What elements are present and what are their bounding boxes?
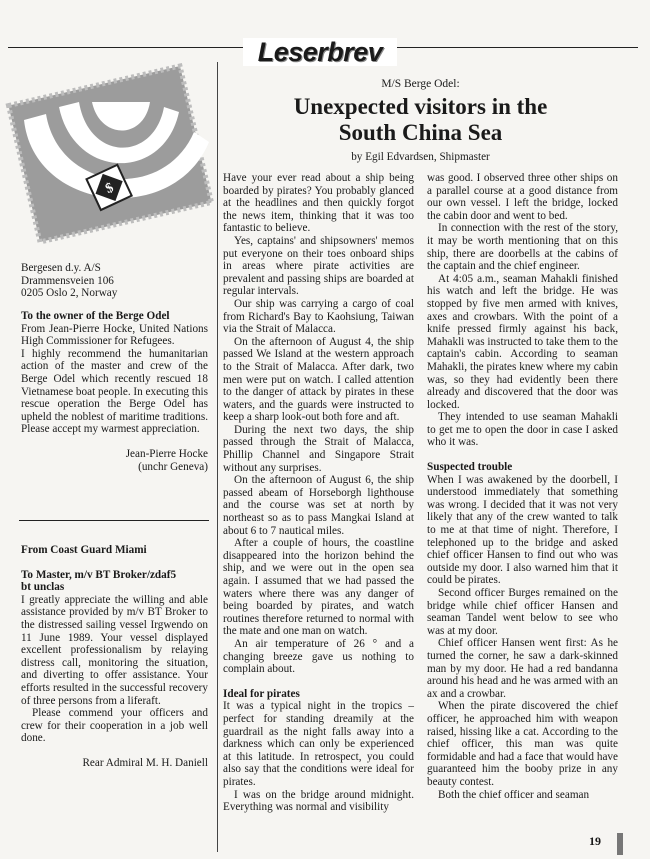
article-headline: Unexpected visitors in the South China Sea xyxy=(293,94,548,145)
letter-coast-guard xyxy=(21,544,208,770)
article-paragraph: After a couple of hours, the coastline disappeared into the horizon behind the ship, and we were out in the open sea again. I assumed that we had passed the waters where there was any danger of being boarded by pirates, and watch routines therefore returned to normal with the mate and one man on watch. xyxy=(223,537,414,638)
letter-addressee: To Master, m/v BT Broker/zdaf5 xyxy=(21,568,177,581)
article-paragraph: On the afternoon of August 6, the ship passed abeam of Horseborgh lighthouse and the course was set at north by northeast so as to pass Mangkai Island at about 6 to 7 nautical miles. xyxy=(223,474,414,537)
article-paragraph: At 4:05 a.m., seaman Mahakli finished his watch and left the bridge. He was stopped by five men armed with knives, axes and crowbars. With the point of a knife pressed firmly against his back, Mahakli was instructed to take them to the captain's cabin. According to seaman Mahakli, the pirates knew where my cabin was, so they had evidently been there already and discovered that the door was locked. xyxy=(427,272,618,411)
letter-unhcr xyxy=(21,310,208,473)
article-paragraph: Second officer Burges remained on the bridge while chief officer Hansen and seaman Tandel went below to see who was at my door. xyxy=(427,587,618,637)
article-paragraph: Chief officer Hansen went first: As he turned the corner, he saw a dark-skinned man by my door. He had a red bandanna around his head and he was armed with an ax and a crowbar. xyxy=(427,637,618,700)
letter-signature-org: (unchr Geneva) xyxy=(138,460,208,473)
article-subheading: Suspected trouble xyxy=(427,461,513,474)
article-paragraph: They intended to use seaman Mahakli to get me to open the door in case I asked who it was. xyxy=(427,411,618,449)
column-divider xyxy=(217,62,218,852)
address-line: 0205 Oslo 2, Norway xyxy=(21,287,118,300)
section-banner: Leserbrev xyxy=(243,38,397,66)
article-kicker: M/S Berge Odel: xyxy=(381,78,460,90)
company-logo-stamp xyxy=(4,62,216,246)
svg-text:$: $ xyxy=(103,180,117,198)
article-paragraph: In connection with the rest of the story, it may be worth mentioning that on this ship, there are doorbells at the cabins of the captain and the chief engineer. xyxy=(427,222,618,273)
article-paragraph: When I was awakened by the doorbell, I understood immediately that something was wrong. I decided that it was not very likely that any of the crew wanted to talk to me at that time of night. Therefore, I telephoned up to the bridge and asked chief officer Hansen to find out who was outside my door. I also warned him that it could be pirates. xyxy=(427,473,618,587)
letter-addressee: bt unclas xyxy=(21,581,65,594)
article-paragraph: Have your ever read about a ship being boarded by pirates? You probably glanced at the headlines and then quickly forgot the news item, thinking that it was too fantastic to believe. xyxy=(223,172,414,235)
article-byline: by Egil Edvardsen, Shipmaster xyxy=(351,151,490,163)
letter-signature: Jean-Pierre Hocke xyxy=(125,447,208,460)
article-paragraph: I was on the bridge around midnight. Everything was normal and visibility xyxy=(223,788,414,814)
article-paragraph: Yes, captains' and shipsowners' memos put everyone on their toes onboard ships in areas where pirate activities are prevalent and passing ships are boarded at regular intervals. xyxy=(223,234,414,298)
letter-text: I highly recommend the humanitarian action of the master and crew of the Berge Odel which recently rescued 18 Vietnamese boat people. In executing this rescue operation the Berge Odel has upheld the noblest of maritime traditions. Please accept my warmest appreciation. xyxy=(21,347,208,436)
letter-heading: To the owner of the Berge Odel xyxy=(21,310,170,322)
article-paragraph: On the afternoon of August 4, the ship passed We Island at the western approach to the Strait of Malacca. After dark, two men were put on watch. I called attention to the danger of attack by pirates in these waters, and the guards were instructed to keep a sharp look-out both fore and aft. xyxy=(223,335,414,424)
letter-text: From Jean-Pierre Hocke, United Nations High Commissioner for Refugees. xyxy=(21,322,208,348)
address-line: Bergesen d.y. A/S xyxy=(21,262,101,274)
article-column-1 xyxy=(223,172,414,814)
company-address xyxy=(21,262,208,300)
article-paragraph: During the next two days, the ship passed through the Strait of Malacca, Phillip Channel and Singapore Strait without any surprises. xyxy=(223,423,414,474)
article-paragraph: It was a typical night in the tropics – perfect for standing dreamily at the guardrail as the night falls away into a darkness which can only be experienced at this latitude. In retrospect, you could also say that the conditions were ideal for pirates. xyxy=(223,700,414,788)
letter-separator xyxy=(19,520,209,521)
article-paragraph: When the pirate discovered the chief officer, he approached him with weapon raised, hissing like a cat. According to the chief officer, this man was quite formidable and had a face that would have guaranteed him the booby prize in any beauty contest. xyxy=(427,700,618,788)
address-line: Drammensveien 106 xyxy=(21,274,114,287)
letter-text: Please commend your officers and crew for their cooperation in a job well done. xyxy=(21,707,208,745)
article-column-2 xyxy=(427,172,618,801)
letter-text: I greatly appreciate the willing and able assistance provided by m/v BT Broker to the distressed sailing vessel Irgwendo on 11 June 1989. Your vessel displayed excellent professionalism by relaying distress call, monitoring the situation, and diverting to offer assistance. Your efforts resulted in the successful recovery of three persons from a liferaft. xyxy=(21,593,208,707)
article-paragraph: An air temperature of 26 ° and a changing breeze gave us nothing to complain about. xyxy=(223,637,414,676)
letter-heading: From Coast Guard Miami xyxy=(21,544,147,556)
article-paragraph: was good. I observed three other ships on a parallel course at a good distance from our own vessel. I left the bridge, locked the cabin door and went to bed. xyxy=(427,172,618,222)
article-paragraph: Both the chief officer and seaman xyxy=(438,788,590,801)
letter-signature: Rear Admiral M. H. Daniell xyxy=(82,756,208,769)
page-number: 19 xyxy=(589,834,601,848)
article-paragraph: Our ship was carrying a cargo of coal from Richard's Bay to Kaohsiung, Taiwan via the Strait of Malacca. xyxy=(223,297,414,336)
page-edge-bar xyxy=(617,833,623,855)
article-subheading: Ideal for pirates xyxy=(223,687,300,700)
